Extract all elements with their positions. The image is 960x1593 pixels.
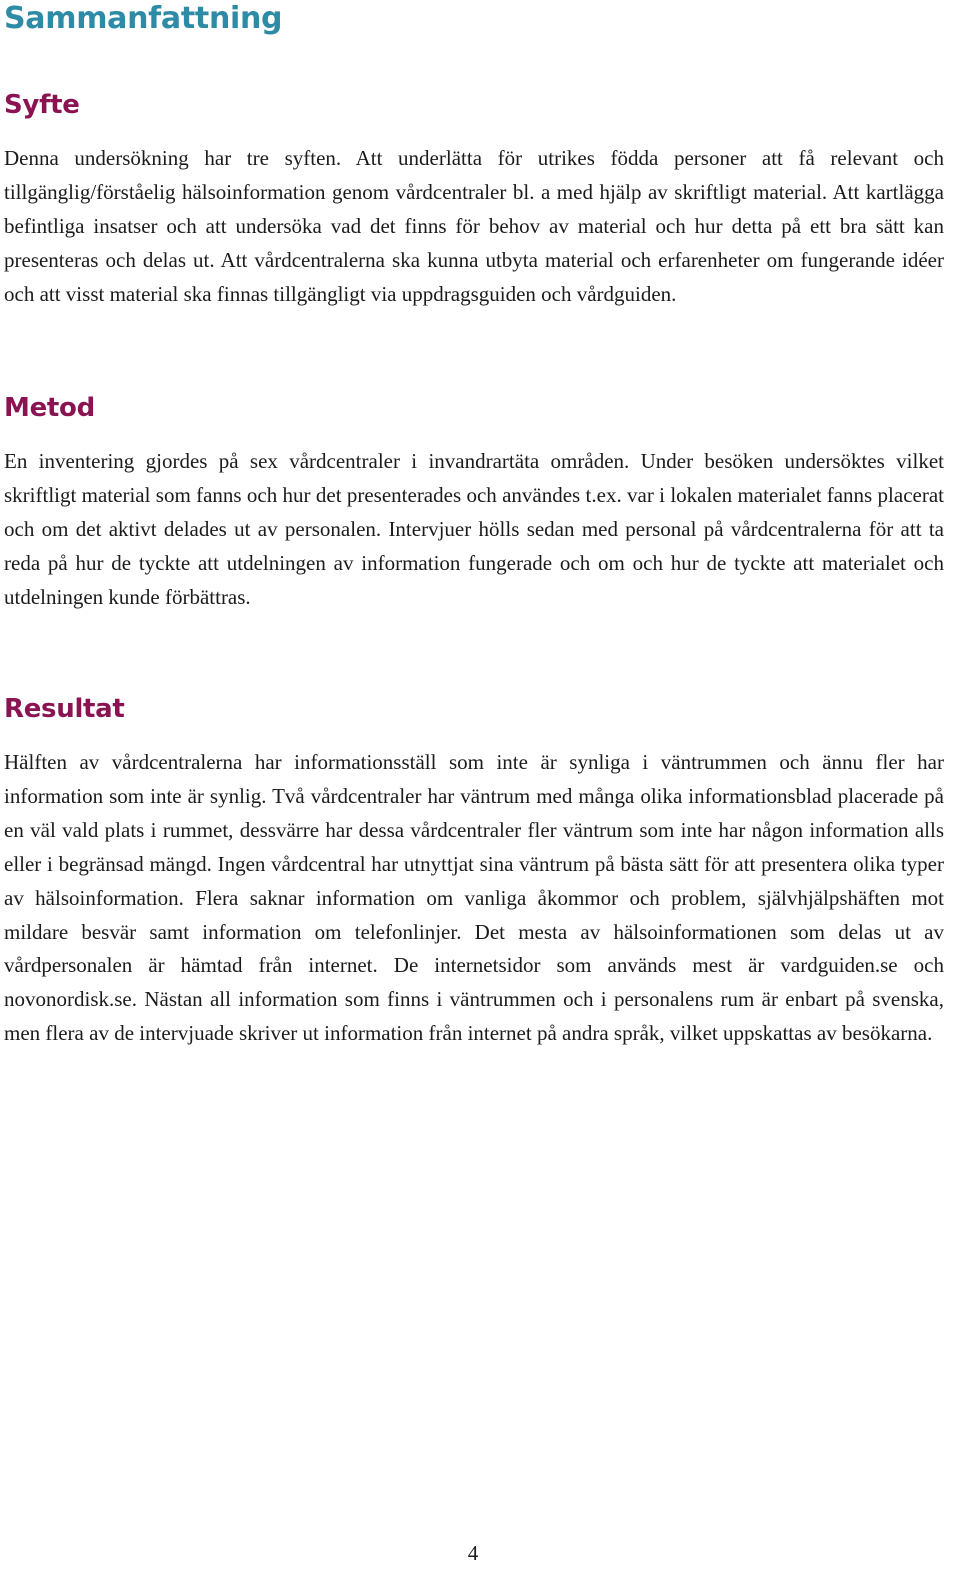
document-title: Sammanfattning bbox=[4, 1, 283, 36]
section-heading-resultat: Resultat bbox=[4, 694, 125, 724]
section-heading-syfte: Syfte bbox=[4, 90, 80, 120]
section-text-syfte: Denna undersökning har tre syften. Att underlätta för utrikes födda personer att få relevant och tillgänglig/förståelig hälsoinformation genom vårdcentraler bl. a med hjälp av skriftligt material. Att kartlägga befintliga insatser och att undersöka vad det finns för behov av material och hur detta på ett bra sätt kan presenteras och delas ut. Att vårdcentralerna ska kunna utbyta material och erfarenheter om fungerande idéer och att visst material ska finnas tillgängligt via uppdragsguiden och vårdguiden. bbox=[4, 146, 944, 306]
section-text-resultat: Hälften av vårdcentralerna har informationsställ som inte är synliga i väntrummen och ännu fler har information som inte är synlig. Två vårdcentraler har väntrum med många olika informationsblad placerade på en väl vald plats i rummet, dessvärre har dessa vårdcentraler fler väntrum som inte har någon information alls eller i begränsad mängd. Ingen vårdcentral har utnyttjat sina väntrum på bästa sätt för att presentera olika typer av hälsoinformation. Flera saknar information om vanliga åkommor och problem, självhjälpshäften mot mildare besvär samt information om telefonlinjer. Det mesta av hälsoinformationen som delas ut av vårdpersonalen är hämtad från internet. De internetsidor som används mest är vardguiden.se och novonordisk.se. Nästan all information som finns i väntrummen och i personalens rum är enbart på svenska, men flera av de intervjuade skriver ut information från internet på andra språk, vilket uppskattas av besökarna. bbox=[4, 750, 944, 1046]
section-text-metod: En inventering gjordes på sex vårdcentraler i invandrartäta områden. Under besöken undersöktes vilket skriftligt material som fanns och hur det presenterades och användes t.ex. var i lokalen materialet fanns placerat och om det aktivt delades ut av personalen. Intervjuer hölls sedan med personal på vårdcentralerna för att ta reda på hur de tyckte att utdelningen av information fungerade och om och hur de tyckte att materialet och utdelningen kunde förbättras. bbox=[4, 449, 944, 609]
section-heading-metod: Metod bbox=[4, 393, 95, 423]
page-number: 4 bbox=[467, 1541, 479, 1565]
